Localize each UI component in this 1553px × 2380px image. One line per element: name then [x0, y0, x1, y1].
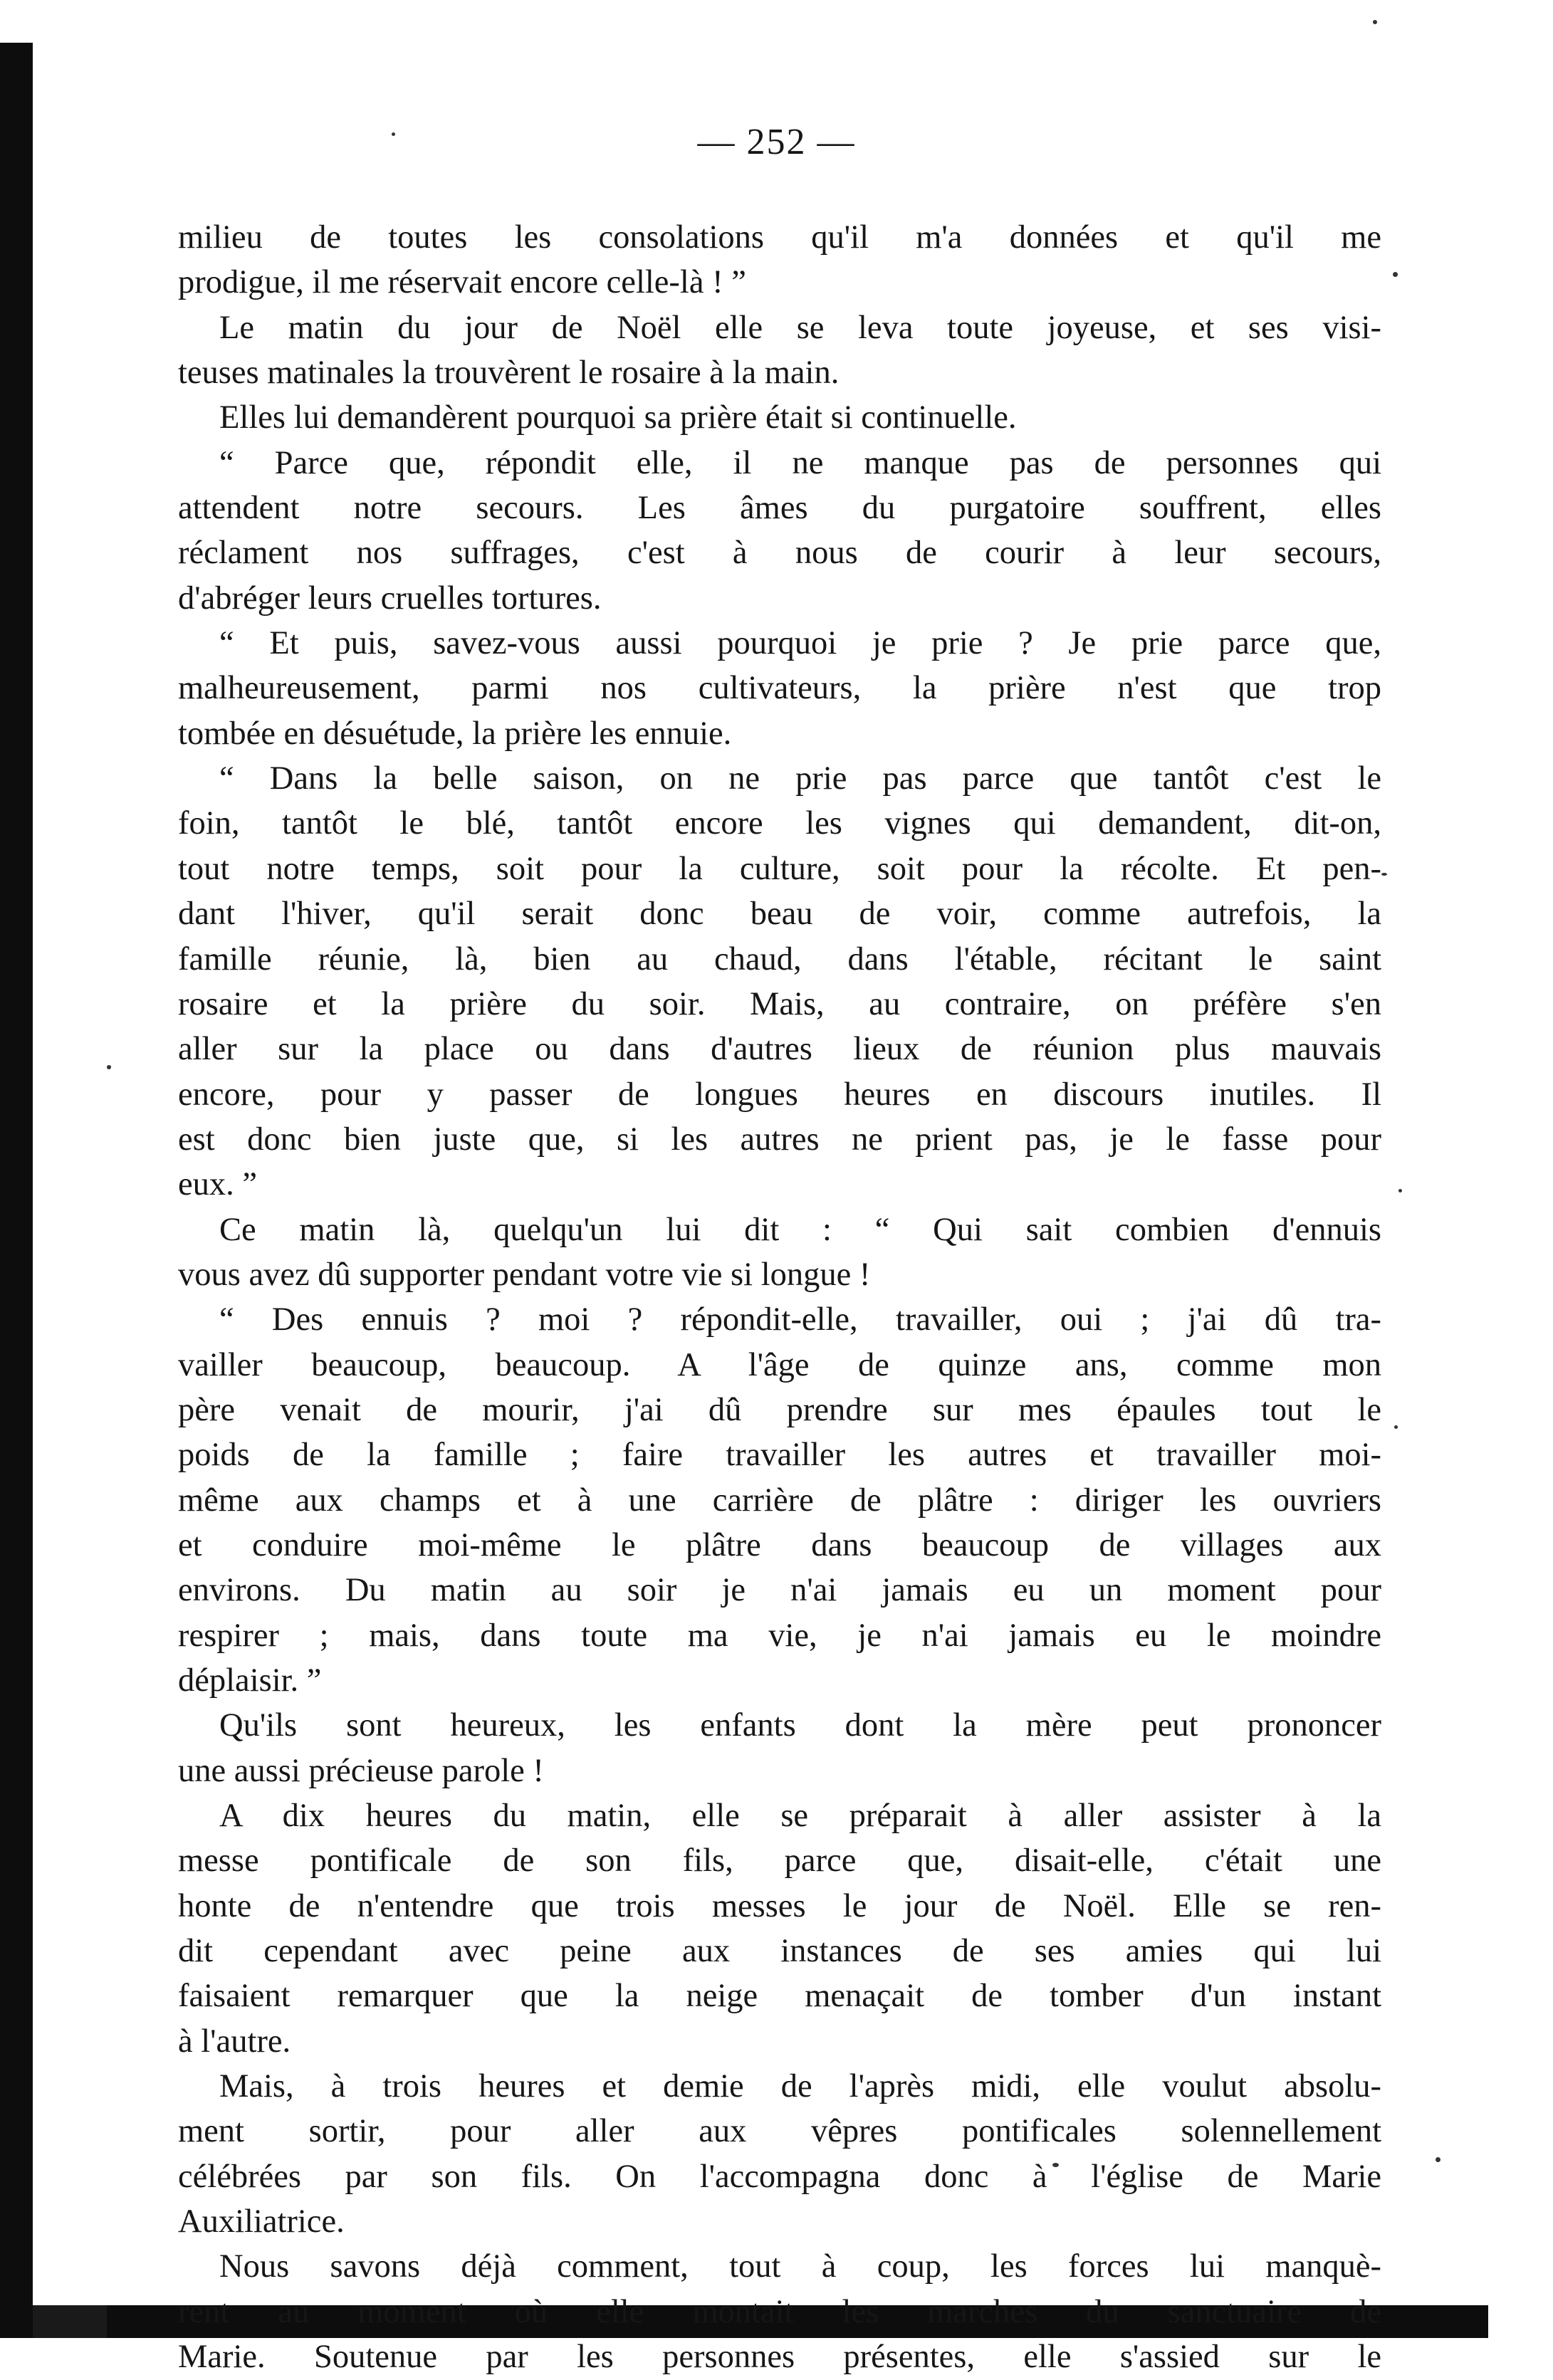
- text-line: dant l'hiver, qu'il serait donc beau de voir, comme autrefois, la: [178, 896, 1381, 933]
- text-line: célébrées par son fils. On l'accompagna donc à l'église de Marie: [178, 2158, 1381, 2195]
- text-line: teuses matinales la trouvèrent le rosaire à la main.: [178, 355, 840, 392]
- text-line: attendent notre secours. Les âmes du purgatoire souffrent, elles: [178, 490, 1381, 527]
- text-line: d'abréger leurs cruelles tortures.: [178, 580, 602, 617]
- body-text: [178, 215, 1381, 2380]
- text-line: à l'autre.: [178, 2023, 291, 2060]
- text-line: messe pontificale de son fils, parce que, disait-elle, c'était une: [178, 1842, 1381, 1880]
- text-line: une aussi précieuse parole !: [178, 1752, 544, 1789]
- text-line: “ Parce que, répondit elle, il ne manque pas de personnes qui: [219, 444, 1381, 481]
- text-line: eux. ”: [178, 1166, 258, 1203]
- scan-speck: [1398, 1189, 1402, 1192]
- text-line: faisaient remarquer que la neige menaçait de tomber d'un instant: [178, 1978, 1381, 2015]
- text-line: Le matin du jour de Noël elle se leva toute joyeuse, et ses visi-: [219, 309, 1381, 346]
- text-line: respirer ; mais, dans toute ma vie, je n'ai jamais eu le moindre: [178, 1617, 1381, 1654]
- text-line: tout notre temps, soit pour la culture, soit pour la récolte. Et pen-: [178, 850, 1381, 887]
- text-line: “ Et puis, savez-vous aussi pourquoi je prie ? Je prie parce que,: [219, 625, 1381, 662]
- text-line: rent au moment où elle montait les marches du sanctuaire de: [178, 2293, 1381, 2330]
- text-line: “ Des ennuis ? moi ? répondit-elle, travailler, oui ; j'ai dû tra-: [219, 1301, 1381, 1338]
- text-line: rosaire et la prière du soir. Mais, au contraire, on préfère s'en: [178, 985, 1381, 1022]
- text-line: père venait de mourir, j'ai dû prendre sur mes épaules tout le: [178, 1391, 1381, 1428]
- scan-border-corner: [33, 2305, 107, 2338]
- text-line: milieu de toutes les consolations qu'il m'a données et qu'il me: [178, 219, 1381, 256]
- text-line: prodigue, il me réservait encore celle-là ! ”: [178, 264, 746, 301]
- text-line: est donc bien juste que, si les autres ne prient pas, je le fasse pour: [178, 1121, 1381, 1158]
- text-line: Nous savons déjà comment, tout à coup, les forces lui manquè-: [219, 2248, 1381, 2285]
- scan-speck: [1393, 272, 1398, 277]
- scan-border-left: [0, 43, 33, 2338]
- text-line: Marie. Soutenue par les personnes présentes, elle s'assied sur le: [178, 2339, 1381, 2376]
- text-line: encore, pour y passer de longues heures en discours inutiles. Il: [178, 1076, 1381, 1113]
- text-line: et conduire moi-même le plâtre dans beaucoup de villages aux: [178, 1526, 1381, 1563]
- text-line: environs. Du matin au soir je n'ai jamais eu un moment pour: [178, 1572, 1381, 1609]
- text-line: aller sur la place ou dans d'autres lieux de réunion plus mauvais: [178, 1031, 1381, 1068]
- scan-speck: [1373, 20, 1377, 24]
- text-line: Elles lui demandèrent pourquoi sa prière était si continuelle.: [219, 399, 1017, 436]
- text-line: vailler beaucoup, beaucoup. A l'âge de quinze ans, comme mon: [178, 1346, 1381, 1383]
- page-number: — 252 —: [697, 122, 856, 162]
- text-line: déplaisir. ”: [178, 1662, 322, 1699]
- text-line: dit cependant avec peine aux instances de ses amies qui lui: [178, 1933, 1381, 1970]
- text-line: malheureusement, parmi nos cultivateurs, la prière n'est que trop: [178, 670, 1381, 707]
- text-line: Auxiliatrice.: [178, 2203, 345, 2240]
- text-line: A dix heures du matin, elle se préparait à aller assister à la: [219, 1798, 1381, 1835]
- text-line: vous avez dû supporter pendant votre vie si longue !: [178, 1256, 871, 1293]
- text-line: Mais, à trois heures et demie de l'après midi, elle voulut absolu-: [219, 2068, 1381, 2105]
- text-line: “ Dans la belle saison, on ne prie pas parce que tantôt c'est le: [219, 760, 1381, 797]
- scan-speck: [1436, 2157, 1440, 2162]
- text-line: ment sortir, pour aller aux vêpres pontificales solennellement: [178, 2113, 1381, 2150]
- scan-speck: [1381, 873, 1387, 876]
- text-line: réclament nos suffrages, c'est à nous de courir à leur secours,: [178, 535, 1381, 572]
- scan-speck: [107, 1065, 111, 1069]
- text-line: Ce matin là, quelqu'un lui dit : “ Qui sait combien d'ennuis: [219, 1211, 1381, 1248]
- text-line: famille réunie, là, bien au chaud, dans l'étable, récitant le saint: [178, 940, 1381, 977]
- text-line: même aux champs et à une carrière de plâtre : diriger les ouvriers: [178, 1482, 1381, 1519]
- text-line: Qu'ils sont heureux, les enfants dont la mère peut prononcer: [219, 1707, 1381, 1744]
- text-line: tombée en désuétude, la prière les ennuie.: [178, 715, 732, 752]
- text-line: honte de n'entendre que trois messes le jour de Noël. Elle se ren-: [178, 1887, 1381, 1924]
- text-line: foin, tantôt le blé, tantôt encore les vignes qui demandent, dit-on,: [178, 805, 1381, 842]
- text-line: poids de la famille ; faire travailler les autres et travailler moi-: [178, 1437, 1381, 1474]
- scan-speck: [1394, 1425, 1398, 1429]
